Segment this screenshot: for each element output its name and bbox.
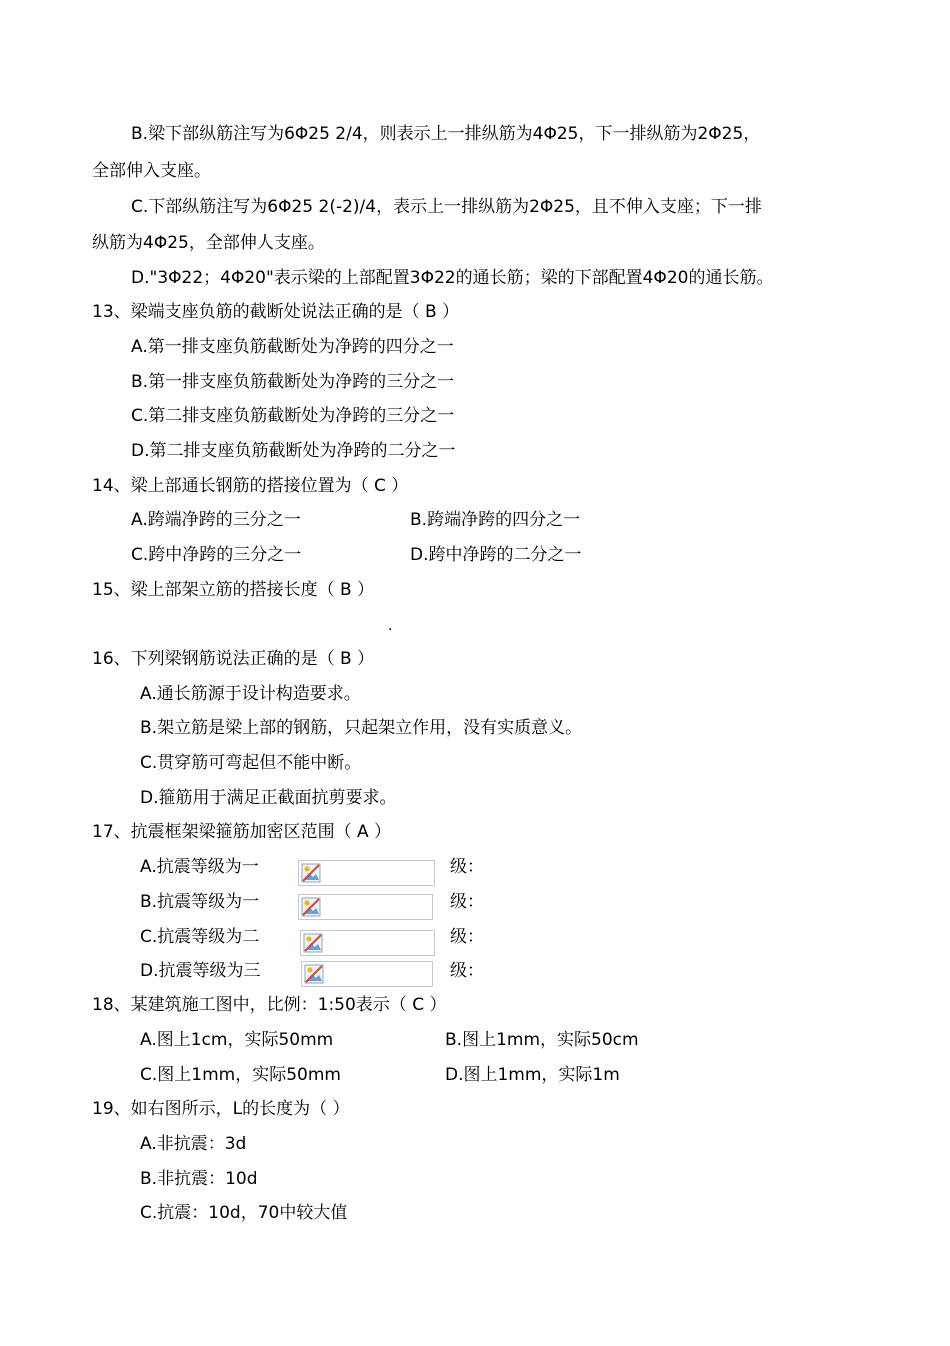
- q12-option-b-line1: B.梁下部纵筋注写为6Φ25 2/4，则表示上一排纵筋为4Φ25，下一排纵筋为2Φ25，: [131, 124, 761, 144]
- q17-option-a-suffix: 级：: [450, 857, 484, 877]
- q12-option-c-line2: 纵筋为4Φ25，全部伸人支座。: [92, 233, 325, 253]
- q14-option-a: A.跨端净跨的三分之一: [131, 510, 301, 530]
- q18-option-d: D.图上1mm，实际1m: [445, 1065, 620, 1085]
- q17-option-c-label: C.抗震等级为二: [140, 927, 260, 947]
- q14-option-c: C.跨中净跨的三分之一: [131, 545, 302, 565]
- q15-question: 15、梁上部架立筋的搭接长度（ B ）: [92, 580, 375, 600]
- q19-option-b: B.非抗震：10d: [140, 1169, 258, 1189]
- q14-option-b: B.跨端净跨的四分之一: [410, 510, 581, 530]
- q17-option-b-suffix: 级：: [450, 892, 484, 912]
- broken-image-placeholder: [300, 930, 435, 956]
- stray-dot: .: [388, 618, 393, 634]
- broken-image-icon: [303, 933, 323, 953]
- q16-option-a: A.通长筋源于设计构造要求。: [140, 684, 361, 704]
- q18-option-c: C.图上1mm，实际50mm: [140, 1065, 341, 1085]
- q16-option-b: B.架立筋是梁上部的钢筋，只起架立作用，没有实质意义。: [140, 718, 583, 738]
- broken-image-placeholder: [298, 894, 433, 920]
- q12-option-c-line1: C.下部纵筋注写为6Φ25 2(-2)/4，表示上一排纵筋为2Φ25，且不伸入支座；下一排: [131, 197, 762, 217]
- q16-question: 16、下列梁钢筋说法正确的是（ B ）: [92, 649, 375, 669]
- q13-option-d: D.第二排支座负筋截断处为净跨的二分之一: [131, 441, 456, 461]
- broken-image-icon: [304, 964, 324, 984]
- q18-option-a: A.图上1cm，实际50mm: [140, 1030, 334, 1050]
- q12-option-d: D."3Φ22；4Φ20"表示梁的上部配置3Φ22的通长筋；梁的下部配置4Φ20的通长筋。: [131, 268, 774, 288]
- q17-option-a-label: A.抗震等级为一: [140, 857, 259, 877]
- q18-option-b: B.图上1mm，实际50cm: [445, 1030, 639, 1050]
- q13-option-b: B.第一排支座负筋截断处为净跨的三分之一: [131, 372, 455, 392]
- broken-image-placeholder: [301, 961, 433, 987]
- q12-option-b-line2: 全部伸入支座。: [92, 161, 211, 181]
- q19-option-c: C.抗震：10d，70中较大值: [140, 1203, 348, 1223]
- q19-question: 19、如右图所示，L的长度为（ ）: [92, 1099, 350, 1119]
- q13-option-a: A.第一排支座负筋截断处为净跨的四分之一: [131, 337, 454, 357]
- q13-option-c: C.第二排支座负筋截断处为净跨的三分之一: [131, 406, 455, 426]
- q14-option-d: D.跨中净跨的二分之一: [410, 545, 582, 565]
- q13-question: 13、梁端支座负筋的截断处说法正确的是（ B ）: [92, 302, 460, 322]
- broken-image-icon: [301, 897, 321, 917]
- q16-option-d: D.箍筋用于满足正截面抗剪要求。: [140, 788, 397, 808]
- q18-question: 18、某建筑施工图中，比例：1:50表示（ C ）: [92, 995, 447, 1015]
- q17-option-d-label: D.抗震等级为三: [140, 961, 261, 981]
- broken-image-placeholder: [298, 860, 435, 886]
- broken-image-icon: [301, 863, 321, 883]
- q17-option-d-suffix: 级：: [450, 961, 484, 981]
- q16-option-c: C.贯穿筋可弯起但不能中断。: [140, 753, 362, 773]
- q17-option-c-suffix: 级：: [450, 927, 484, 947]
- q17-option-b-label: B.抗震等级为一: [140, 892, 260, 912]
- q14-question: 14、梁上部通长钢筋的搭接位置为（ C ）: [92, 476, 409, 496]
- q19-option-a: A.非抗震：3d: [140, 1134, 247, 1154]
- q17-question: 17、抗震框架梁箍筋加密区范围（ A ）: [92, 822, 392, 842]
